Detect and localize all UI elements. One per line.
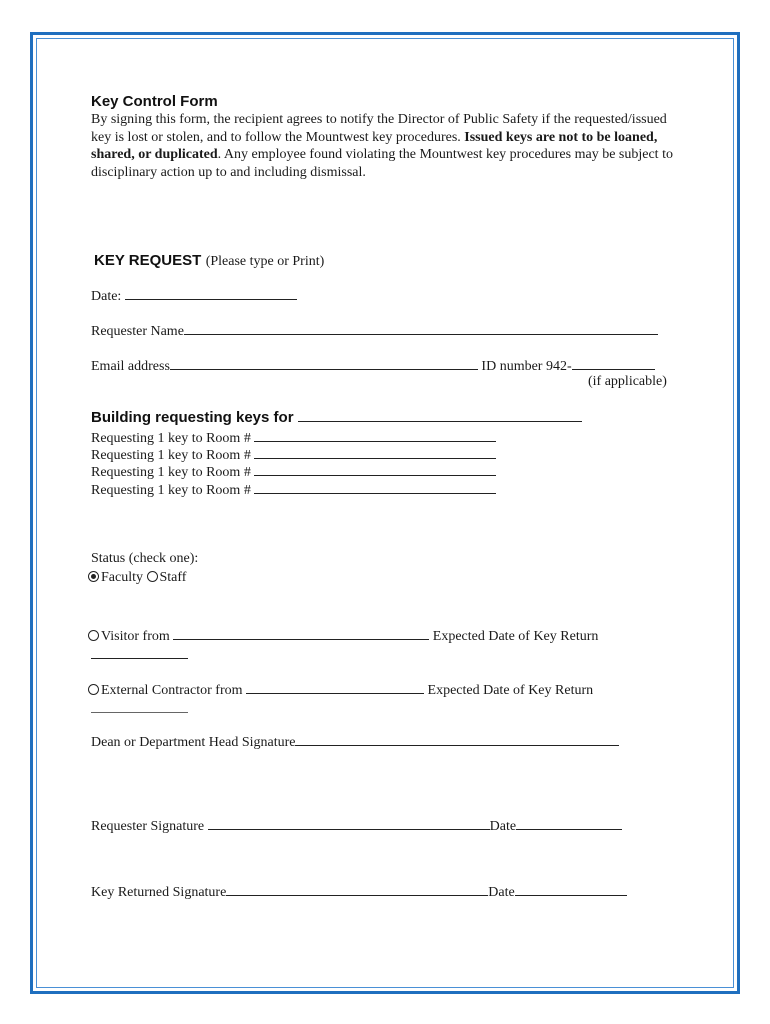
external-label: External Contractor from: [101, 683, 243, 698]
returned-date-label: Date: [488, 885, 515, 900]
dean-signature-field[interactable]: [295, 733, 619, 746]
visitor-return-label: Expected Date of Key Return: [432, 629, 599, 644]
date-field[interactable]: [125, 287, 297, 300]
status-label: Status (check one):: [91, 551, 199, 566]
dean-signature-row: [91, 733, 619, 751]
building-label: Building requesting keys for: [91, 409, 294, 426]
id-number-label: ID number 942-: [481, 359, 572, 374]
external-return-label: Expected Date of Key Return: [427, 683, 594, 698]
external-return-date-field[interactable]: [91, 712, 188, 713]
building-field[interactable]: [298, 409, 582, 422]
room-field-1[interactable]: [254, 429, 496, 442]
id-number-field[interactable]: [572, 357, 655, 370]
email-label: Email address: [91, 359, 170, 374]
date-row: [91, 287, 297, 305]
email-field[interactable]: [170, 357, 478, 370]
status-options: [88, 570, 186, 586]
room-label: Requesting 1 key to Room #: [91, 465, 251, 480]
room-label: Requesting 1 key to Room #: [91, 483, 251, 498]
building-row: [91, 409, 582, 426]
requester-signature-label: Requester Signature: [91, 819, 205, 834]
room-field-2[interactable]: [254, 446, 496, 459]
requester-signature-field[interactable]: [208, 817, 490, 830]
intro-paragraph: [91, 111, 681, 181]
staff-radio[interactable]: [147, 571, 158, 582]
key-request-title: KEY REQUEST: [94, 252, 202, 269]
external-from-field[interactable]: [246, 681, 424, 694]
staff-label: Staff: [159, 570, 187, 585]
visitor-radio[interactable]: [88, 630, 99, 641]
intro-text-2: . Any employee found violating the Mountwest key procedures may be subject to disciplinary action up to and including dismissal.: [91, 147, 673, 180]
date-label: Date:: [91, 289, 122, 304]
key-request-note: (Please type or Print): [205, 254, 325, 269]
returned-signature-field[interactable]: [226, 883, 488, 896]
visitor-from-field[interactable]: [173, 627, 429, 640]
email-row: [91, 357, 655, 375]
faculty-radio[interactable]: [88, 571, 99, 582]
key-request-heading: [94, 252, 324, 270]
room-row-1: [91, 429, 496, 447]
form-title: Key Control Form: [91, 93, 218, 110]
dean-signature-label: Dean or Department Head Signature: [91, 735, 296, 750]
returned-signature-row: [91, 883, 627, 901]
returned-signature-label: Key Returned Signature: [91, 885, 227, 900]
room-label: Requesting 1 key to Room #: [91, 448, 251, 463]
returned-date-field[interactable]: [515, 883, 627, 896]
room-label: Requesting 1 key to Room #: [91, 431, 251, 446]
visitor-return-date-field[interactable]: [91, 658, 188, 659]
requester-name-field[interactable]: [184, 322, 658, 335]
room-row-3: [91, 463, 496, 481]
id-note: (if applicable): [588, 374, 667, 389]
requester-name-label: Requester Name: [91, 324, 184, 339]
external-row: [88, 681, 593, 699]
room-field-4[interactable]: [254, 481, 496, 494]
requester-date-label: Date: [489, 819, 517, 834]
room-row-4: [91, 481, 496, 499]
room-field-3[interactable]: [254, 463, 496, 476]
room-row-2: [91, 446, 496, 464]
faculty-label: Faculty: [101, 570, 143, 585]
visitor-label: Visitor from: [101, 629, 170, 644]
intro-text-1: By signing this form, the recipient agrees to notify the Director of Public Safety if the requested/issued key is lost or stolen, and to follow the Mountwest key procedures.: [91, 112, 667, 145]
requester-name-row: [91, 322, 658, 340]
intro-text-bold: Issued keys are not to be loaned, shared, or duplicated: [91, 129, 658, 162]
requester-signature-row: [91, 817, 622, 835]
visitor-row: [88, 627, 598, 645]
external-radio[interactable]: [88, 684, 99, 695]
requester-date-field[interactable]: [516, 817, 622, 830]
